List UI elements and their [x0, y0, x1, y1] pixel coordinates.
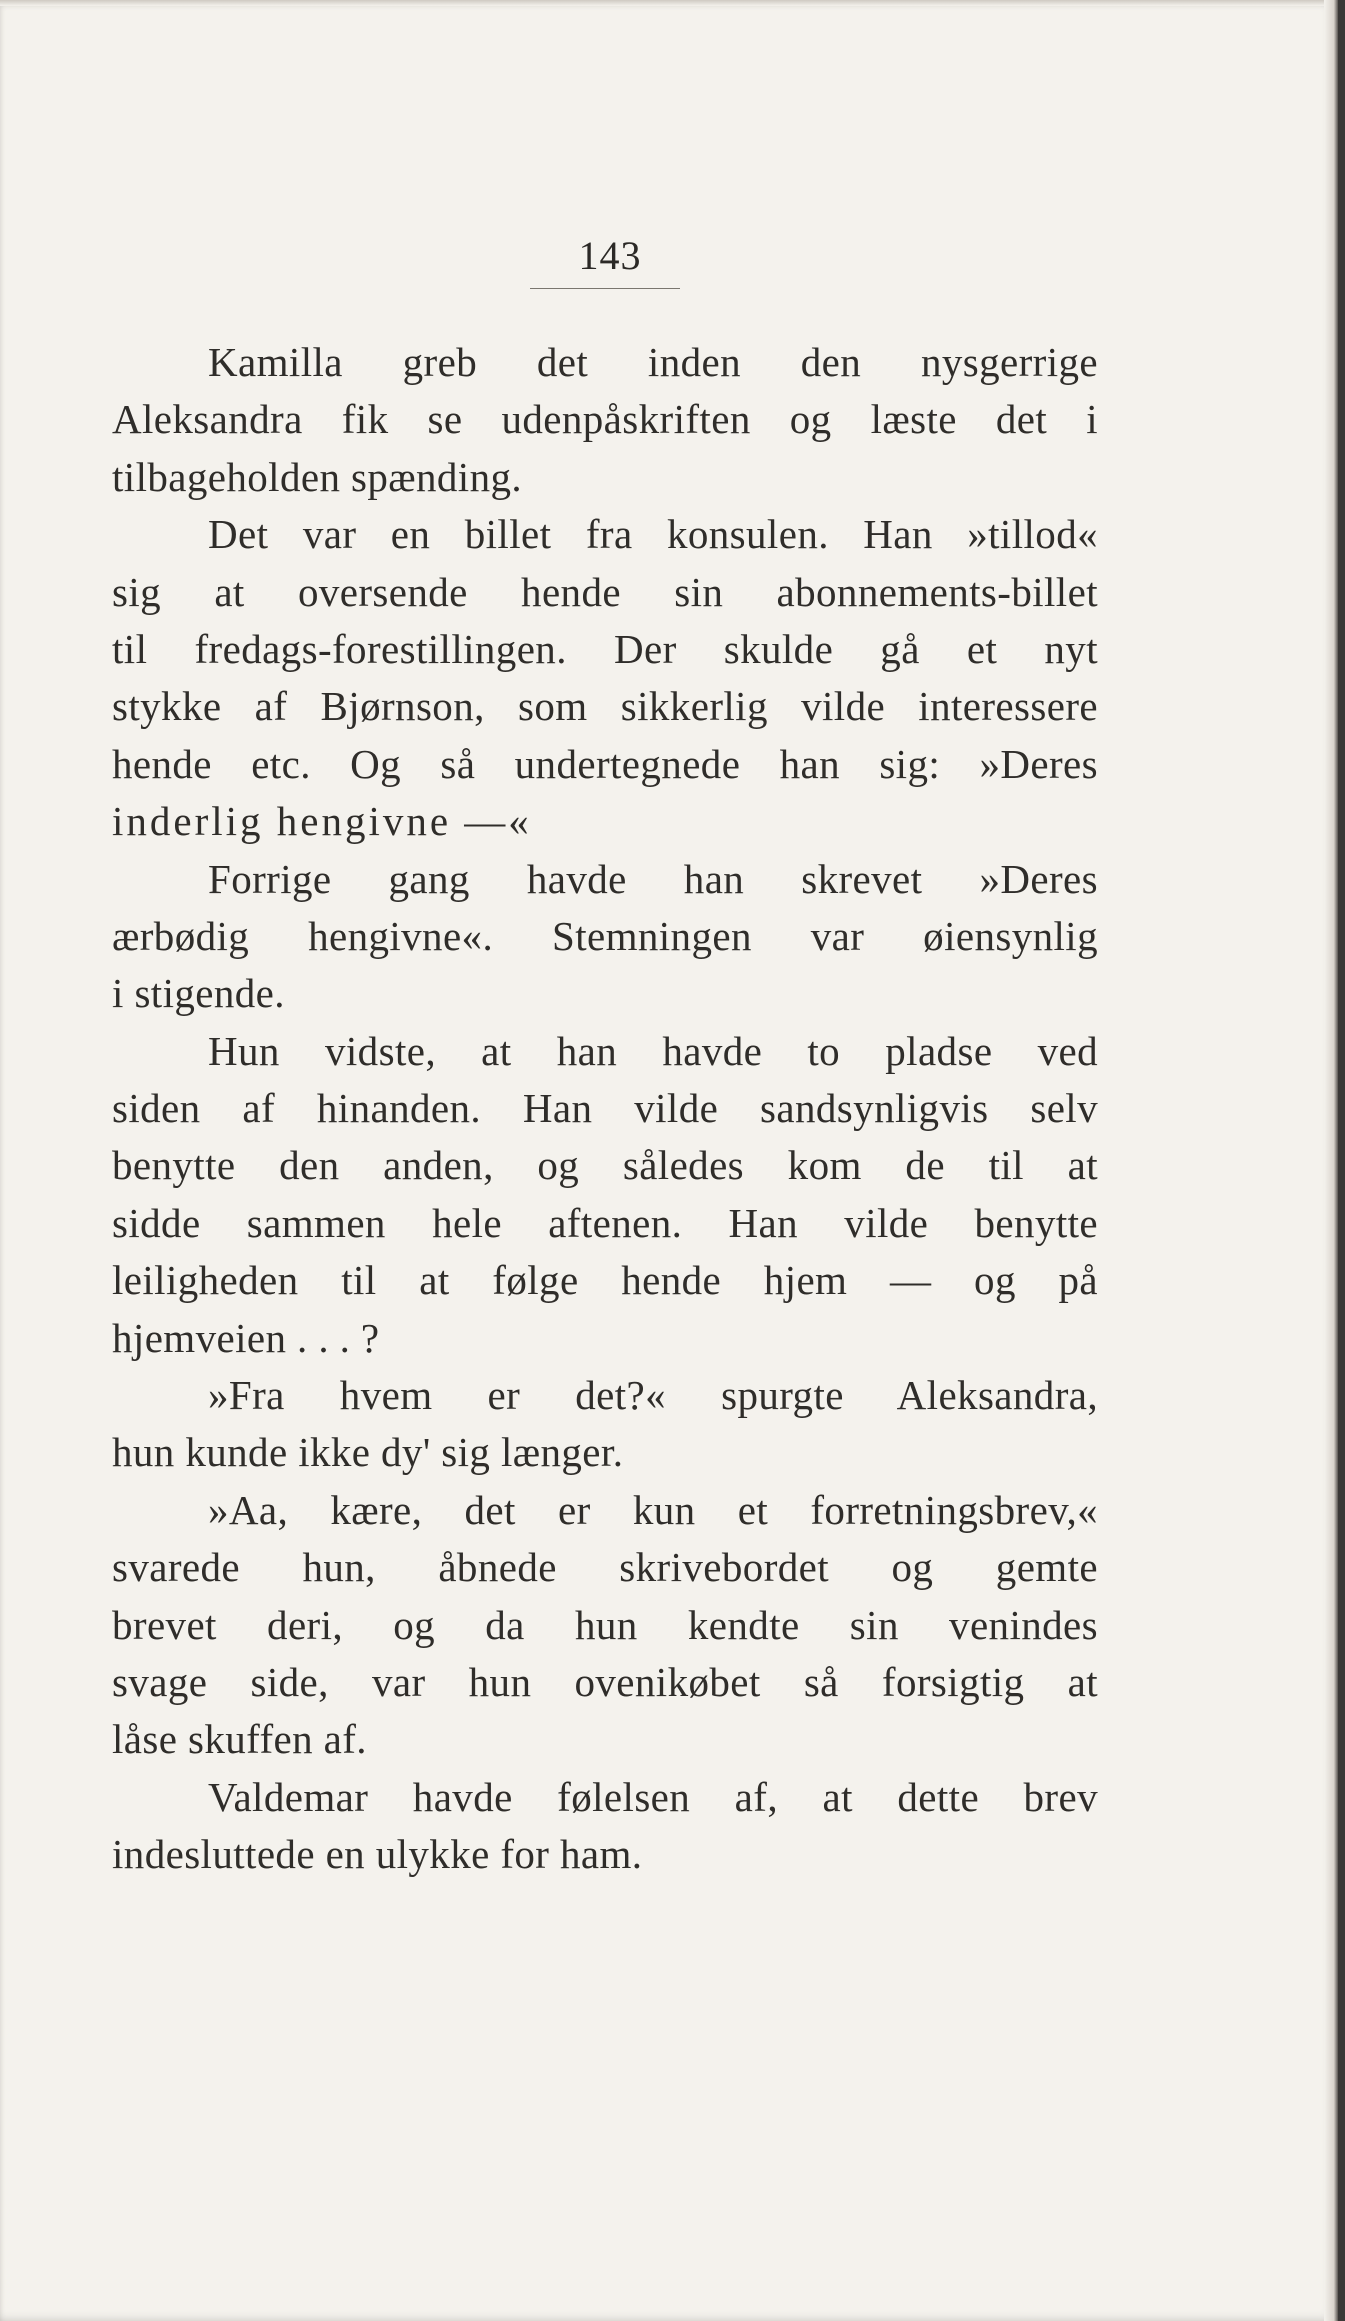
- text-line: brevet deri, og da hun kendte sin venindes: [112, 1601, 1098, 1648]
- text-line: Kamilla greb det inden den nysgerrige: [208, 339, 1098, 385]
- page-top-edge: [0, 0, 1338, 6]
- text-line: »Aa, kære, det er kun et forretningsbrev,«: [208, 1486, 1098, 1533]
- text-line: sidde sammen hele aftenen. Han vilde benytte: [112, 1199, 1098, 1246]
- text-line: indesluttede en ulykke for ham.: [112, 1831, 643, 1878]
- text-line: Forrige gang havde han skrevet »Deres: [208, 855, 1098, 902]
- text-line: låse skuffen af.: [112, 1716, 367, 1763]
- text-line: tilbageholden spænding.: [112, 453, 523, 500]
- text-line: til fredags-forestillingen. Der skulde gå et nyt: [112, 625, 1098, 672]
- text-line: stykke af Bjørnson, som sikkerlig vilde interessere: [112, 683, 1098, 730]
- text-line: Aleksandra fik se udenpåskriften og læste det i: [112, 396, 1098, 443]
- page-number: 143: [578, 233, 642, 278]
- text-line: ærbødig hengivne«. Stemningen var øiensynlig: [112, 912, 1098, 959]
- text-line: siden af hinanden. Han vilde sandsynligvis selv: [112, 1085, 1098, 1132]
- text-line: Hun vidste, at han havde to pladse ved: [208, 1027, 1098, 1074]
- text-line: inderlig hengivne —«: [112, 798, 532, 845]
- body-text: [112, 334, 1098, 1884]
- text-line: Valdemar havde følelsen af, at dette brev: [208, 1773, 1098, 1820]
- text-line: sig at oversende hende sin abonnements-billet: [112, 568, 1098, 615]
- text-line: svarede hun, åbnede skrivebordet og gemte: [112, 1544, 1098, 1591]
- text-line: svage side, var hun ovenikøbet så forsigtig at: [112, 1658, 1098, 1705]
- page-right-edge: [1324, 0, 1338, 2321]
- text-line: benytte den anden, og således kom de til at: [112, 1142, 1098, 1189]
- text-line: hun kunde ikke dy' sig længer.: [112, 1429, 624, 1476]
- page-number-rule: [530, 288, 680, 289]
- text-line: »Fra hvem er det?« spurgte Aleksandra,: [208, 1372, 1098, 1419]
- text-line: leiligheden til at følge hende hjem — og på: [112, 1257, 1098, 1304]
- text-line: i stigende.: [112, 970, 285, 1017]
- text-line: hende etc. Og så undertegnede han sig: »Deres: [112, 740, 1098, 787]
- text-line: hjemveien . . . ?: [112, 1314, 380, 1361]
- text-line: Det var en billet fra konsulen. Han »tillod«: [208, 511, 1098, 558]
